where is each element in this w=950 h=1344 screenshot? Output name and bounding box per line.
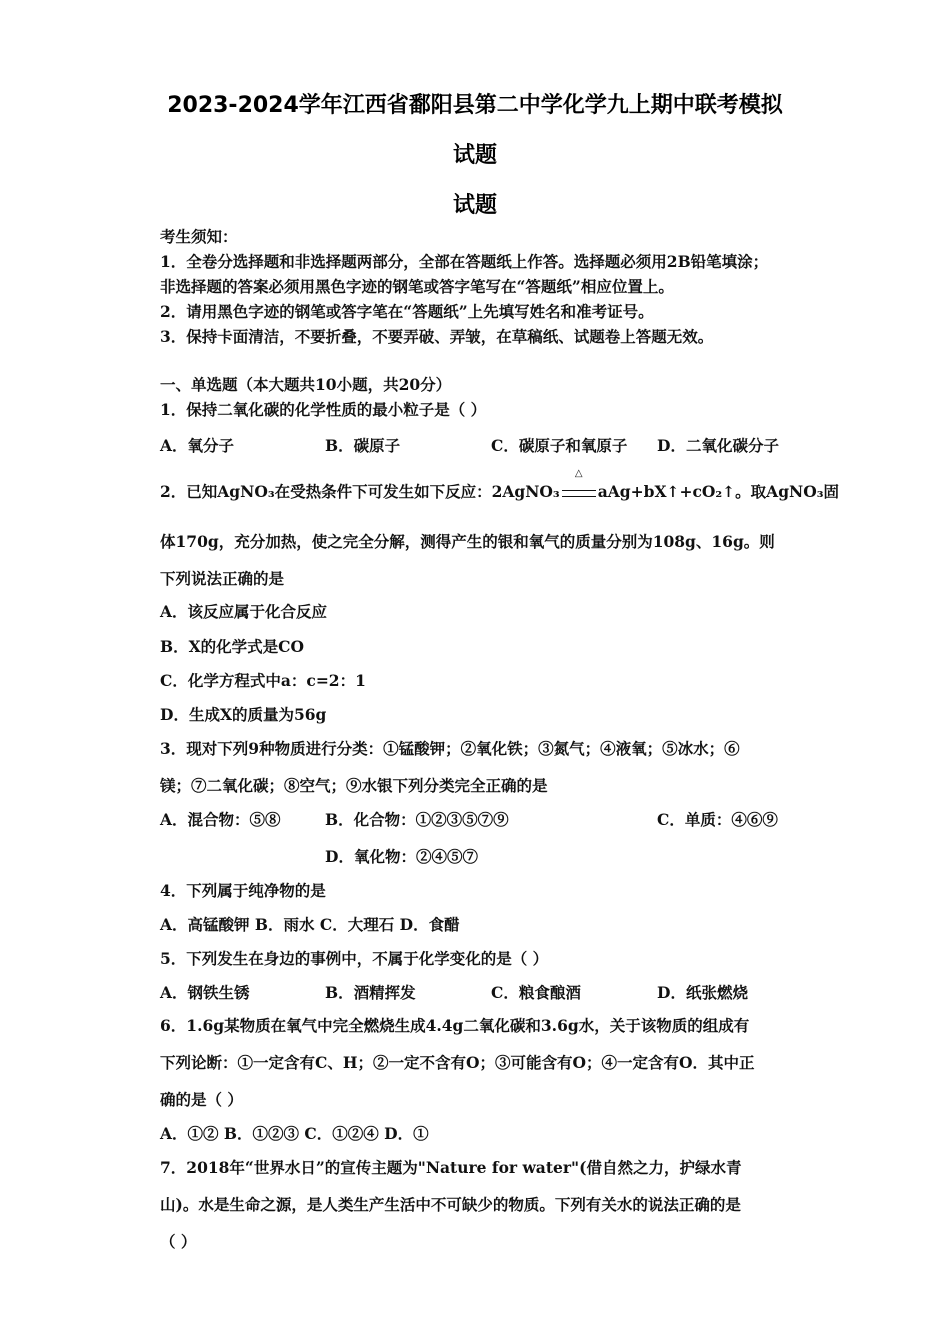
q3-option-d: D．氧化物：②④⑤⑦ — [325, 847, 478, 866]
q6-options: A．①② B．①②③ C．①②④ D．① — [160, 1124, 429, 1143]
heat-delta-icon: △ — [574, 468, 583, 479]
q2-stem-line1 — [160, 468, 839, 502]
reaction-condition — [560, 468, 598, 502]
q1-option-d: D．二氧化碳分子 — [657, 436, 779, 455]
notice-item-2: 2．请用黑色字迹的钢笔或答字笔在“答题纸”上先填写姓名和准考证号。 — [160, 302, 654, 321]
q1-option-b: B．碳原子 — [325, 436, 401, 455]
q5-option-d: D．纸张燃烧 — [657, 983, 748, 1002]
exam-title-line2: 试题 — [452, 143, 497, 168]
q2-option-d: D．生成X的质量为56g — [160, 705, 327, 724]
q3-option-c: C．单质：④⑥⑨ — [657, 810, 778, 829]
notice-item-3: 3．保持卡面清洁，不要折叠，不要弄破、弄皱，在草稿纸、试题卷上答题无效。 — [160, 327, 714, 346]
q1-option-c: C．碳原子和氧原子 — [491, 436, 628, 455]
q6-stem-line3: 确的是（ ） — [160, 1090, 243, 1109]
q7-stem-line1: 7．2018年“世界水日”的宣传主题为"Nature for water"(借自然之力，护绿水青 — [160, 1158, 742, 1177]
notice-heading: 考生须知： — [160, 227, 238, 246]
q3-stem-line1: 3．现对下列9种物质进行分类：①锰酸钾；②氧化铁；③氮气；④液氧；⑤冰水；⑥ — [160, 739, 740, 758]
q7-stem-line3: （ ） — [160, 1232, 197, 1251]
q1-stem: 1．保持二氧化碳的化学性质的最小粒子是（ ） — [160, 400, 487, 419]
q7-stem-line2: 山)。水是生命之源，是人类生产生活中不可缺少的物质。下列有关水的说法正确的是 — [160, 1195, 741, 1214]
q6-stem-line2: 下列论断：①一定含有C、H；②一定不含有O；③可能含有O；④一定含有O．其中正 — [160, 1053, 755, 1072]
q2-option-a: A．该反应属于化合反应 — [160, 602, 328, 621]
q2-stem-pre: 2．已知AgNO₃在受热条件下可发生如下反应：2AgNO₃ — [160, 482, 560, 501]
q4-options: A．高锰酸钾 B．雨水 C．大理石 D．食醋 — [160, 915, 460, 934]
q4-stem: 4．下列属于纯净物的是 — [160, 881, 326, 900]
exam-title-line3: 试题 — [452, 193, 497, 218]
q5-option-c: C．粮食酿酒 — [491, 983, 581, 1002]
q2-option-b: B．X的化学式是CO — [160, 637, 304, 656]
q3-option-a: A．混合物：⑤⑧ — [160, 810, 281, 829]
q3-option-b: B．化合物：①②③⑤⑦⑨ — [325, 810, 509, 829]
q5-stem: 5．下列发生在身边的事例中，不属于化学变化的是（ ） — [160, 949, 549, 968]
q2-stem-post: aAg+bX↑+cO₂↑。取AgNO₃固 — [597, 482, 839, 501]
q2-option-c: C．化学方程式中a：c=2：1 — [160, 671, 366, 690]
equals-bar — [562, 490, 596, 497]
q5-option-a: A．钢铁生锈 — [160, 983, 250, 1002]
q6-stem-line1: 6．1.6g某物质在氧气中完全燃烧生成4.4g二氧化碳和3.6g水，关于该物质的组成有 — [160, 1016, 750, 1035]
section-1-heading: 一、单选题（本大题共10小题，共20分） — [160, 375, 452, 394]
q3-stem-line2: 镁；⑦二氧化碳；⑧空气；⑨水银下列分类完全正确的是 — [160, 776, 548, 795]
q2-stem-line2: 体170g，充分加热，使之完全分解，测得产生的银和氧气的质量分别为108g、16g。则 — [160, 532, 775, 551]
notice-item-1a: 1．全卷分选择题和非选择题两部分，全部在答题纸上作答。选择题必须用2B铅笔填涂； — [160, 252, 769, 271]
q1-option-a: A．氧分子 — [160, 436, 235, 455]
q2-stem-line3: 下列说法正确的是 — [160, 569, 285, 588]
notice-item-1b: 非选择题的答案必须用黑色字迹的钢笔或答字笔写在“答题纸”相应位置上。 — [160, 277, 674, 296]
exam-title-line1: 2023-2024学年江西省鄱阳县第二中学化学九上期中联考模拟 — [167, 93, 783, 118]
q5-option-b: B．酒精挥发 — [325, 983, 416, 1002]
